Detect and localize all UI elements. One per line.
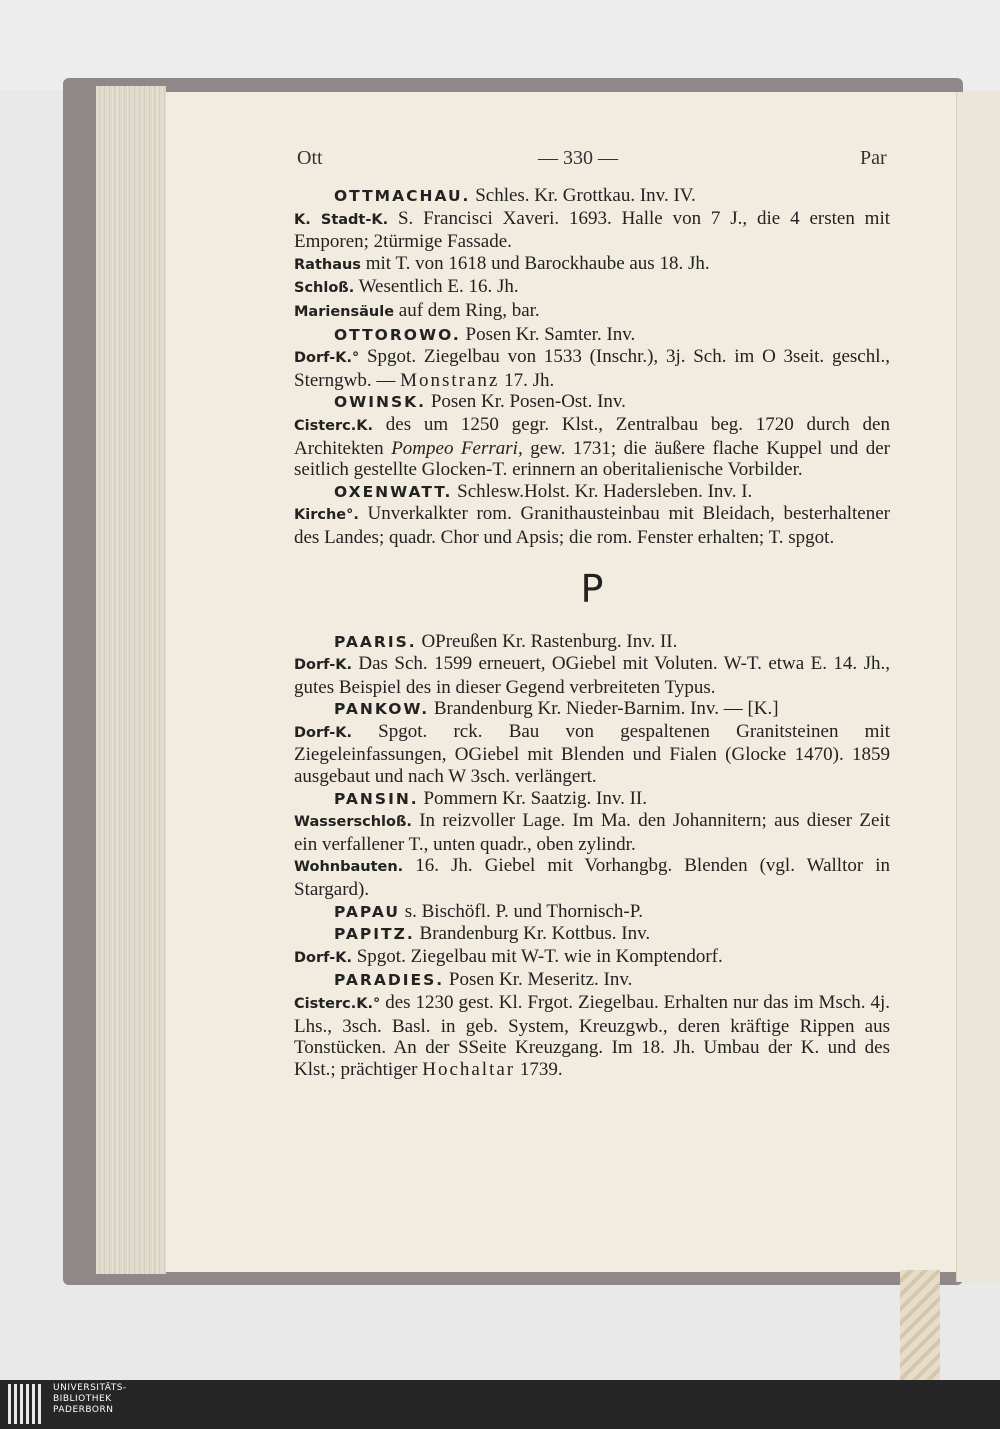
entry-text: Spgot. rck. Bau von gespaltenen Granitsteinen mit Ziegeleinfassungen, OGiebel mit Blenden und Fialen (Glocke 1470). 1859 ausgebaut und nach W 3sch. verlängert.	[294, 720, 890, 788]
entry-label: Dorf-K.	[294, 949, 352, 966]
entry-italic: Pompeo Ferrari,	[391, 437, 523, 459]
entry-item	[294, 946, 890, 970]
library-line-2: BIBLIOTHEK	[53, 1394, 112, 1404]
entry-item	[294, 276, 890, 300]
entry-heading	[294, 788, 890, 811]
library-footer	[0, 1380, 1000, 1429]
place-name: OXENWATT.	[334, 482, 453, 501]
bookmark-ribbon	[900, 1270, 940, 1390]
entry-text: Wesentlich E. 16. Jh.	[354, 276, 519, 298]
entry-text: Posen Kr. Posen-Ost. Inv.	[426, 391, 626, 413]
entry-text: Brandenburg Kr. Kottbus. Inv.	[414, 923, 651, 945]
place-name: PANSIN.	[334, 789, 419, 808]
entry-label: Cisterc.K.	[294, 417, 374, 434]
entry-text: In reizvoller Lage. Im Ma. den Johannitern; aus dieser Zeit ein verfallener T., unten quadr., oben zylindr.	[294, 810, 890, 855]
place-name: PAPITZ.	[334, 925, 415, 944]
entry-text: mit T. von 1618 und Barockhaube aus 18. Jh.	[360, 252, 710, 274]
entry-heading	[294, 481, 890, 504]
running-head-right: Par	[860, 147, 887, 169]
entries-p	[294, 631, 890, 1081]
entry-item	[294, 300, 890, 324]
entry-label: Schloß.	[294, 280, 355, 297]
section-letter: P	[580, 566, 604, 611]
running-head-left: Ott	[297, 147, 323, 169]
entry-spaced: Monstranz	[400, 369, 500, 391]
page-number: — 330 —	[538, 147, 618, 169]
scan-background	[0, 0, 1000, 90]
entry-text: Das Sch. 1599 erneuert, OGiebel mit Voluten. W-T. etwa E. 14. Jh., gutes Beispiel des in dieser Gegend verbreiteten Typus.	[294, 653, 890, 698]
entry-text: S. Francisci Xaveri. 1693. Halle von 7 J., die 4 ersten mit Emporen; 2türmige Fassade.	[294, 207, 891, 253]
page-stack	[96, 86, 166, 1274]
entry-heading	[294, 901, 890, 924]
entry-label: Rathaus	[294, 256, 361, 273]
entry-item	[294, 253, 890, 277]
entry-heading	[294, 969, 890, 992]
entry-label: Mariensäule	[294, 303, 395, 320]
entry-label: Cisterc.K.°	[294, 996, 381, 1012]
entry-heading	[294, 391, 890, 414]
entry-item	[294, 992, 890, 1080]
entry-text: 16. Jh. Giebel mit Vorhangbg. Blenden (vgl. Walltor in Stargard).	[294, 855, 890, 901]
entry-text: Pommern Kr. Saatzig. Inv. II.	[418, 787, 648, 809]
place-name: PAARIS.	[334, 632, 417, 651]
entries-o	[294, 185, 890, 549]
place-name: PAPAU	[334, 902, 400, 921]
entry-heading	[294, 698, 890, 721]
entry-item	[294, 346, 890, 391]
entry-text: Schles. Kr. Grottkau. Inv. IV.	[470, 185, 696, 206]
entry-item	[294, 653, 890, 698]
library-name	[53, 1383, 127, 1416]
library-line-1: UNIVERSITÄTS-	[53, 1383, 127, 1393]
entry-heading	[294, 923, 890, 946]
entry-label: Wohnbauten.	[294, 859, 404, 876]
entry-text: Spgot. Ziegelbau von 1533 (Inschr.), 3j. Sch. im O 3seit. geschl., Sterngwb. —	[294, 346, 890, 391]
entry-text: gew. 1731; die äußere flache Kuppel und der seitlich gestellte Glocken-T. erinnern an oberitalienische Vorbilder.	[294, 437, 891, 481]
entry-label: Wasserschloß.	[294, 814, 412, 831]
entry-item	[294, 414, 890, 481]
entry-spaced: Hochaltar	[422, 1058, 516, 1080]
entry-text: 17. Jh.	[499, 369, 555, 391]
entry-item	[294, 855, 890, 900]
library-logo-icon	[8, 1384, 46, 1424]
place-name: PARADIES.	[334, 971, 445, 990]
entry-item	[294, 503, 890, 548]
page-text	[294, 185, 890, 1080]
place-name: OWINSK.	[334, 393, 427, 412]
entry-item	[294, 810, 890, 855]
entry-label: K. Stadt-K.	[294, 211, 389, 228]
entry-text: Posen Kr. Samter. Inv.	[460, 323, 636, 345]
entry-label: Dorf-K.	[294, 724, 352, 741]
entry-text: Unverkalkter rom. Granithausteinbau mit Bleidach, besterhaltener des Landes; quadr. Chor und Apsis; die rom. Fenster erhalten; T. spgot.	[294, 503, 890, 548]
entry-text: Spgot. Ziegelbau mit W-T. wie in Komptendorf.	[351, 945, 723, 967]
entry-text: OPreußen Kr. Rastenburg. Inv. II.	[416, 630, 678, 652]
entry-heading	[294, 631, 890, 654]
facing-page-edge	[956, 92, 1000, 1282]
entry-heading	[294, 324, 890, 347]
entry-label: Kirche°.	[294, 507, 359, 524]
entry-text: auf dem Ring, bar.	[394, 299, 540, 321]
entry-item	[294, 208, 890, 253]
library-line-3: PADERBORN	[53, 1405, 114, 1415]
entry-heading	[294, 185, 890, 208]
entry-text: des um 1250 gegr. Klst., Zentralbau beg. 1720 durch den Architekten	[294, 413, 890, 459]
entry-text: des 1230 gest. Kl. Frgot. Ziegelbau. Erhalten nur das im Msch. 4j. Lhs., 3sch. Basl. in geb. System, Kreuzgwb., deren kräftige Rippen aus Tonstücken. An der SSeite Kreuzgang. Im 18. Jh. Umbau der K. und des Klst.; prächtiger	[294, 992, 890, 1080]
entry-text: 1739.	[515, 1058, 563, 1080]
place-name: OTTMACHAU.	[334, 187, 471, 205]
entry-text: Posen Kr. Meseritz. Inv.	[444, 969, 633, 991]
place-name: PANKOW.	[334, 700, 430, 719]
entry-text: s. Bischöfl. P. und Thornisch-P.	[399, 900, 643, 922]
entry-text: Schlesw.Holst. Kr. Hadersleben. Inv. I.	[452, 480, 753, 502]
entry-label: Dorf-K.	[294, 657, 352, 674]
entry-label: Dorf-K.°	[294, 350, 360, 367]
entry-item	[294, 721, 890, 788]
place-name: OTTOROWO.	[334, 325, 461, 344]
entry-text: Brandenburg Kr. Nieder-Barnim. Inv. — [K.]	[429, 698, 779, 720]
